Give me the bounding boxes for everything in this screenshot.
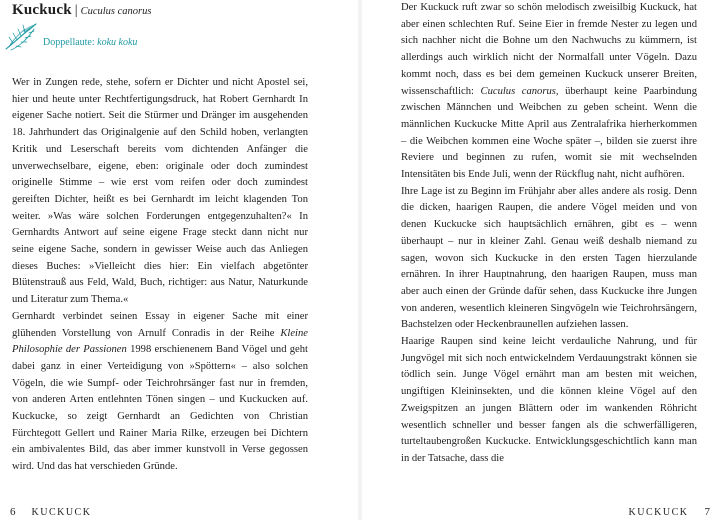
left-page [0,0,358,520]
paragraph-text: 1998 erschienenem Band Vögel und geht dabei ganz in einer Verteidigung von »Spöttern« – also solchen Vögeln, die wie Sumpf- oder Teichrohrsänger fast nur in fremden, von anderen Arten entlehnten Tönen singen – und Kuckucken auf. Kuckucke, so zeigt Gernhardt an Gedichten von Christian Fürchtegott Gellert und Rainer Maria Rilke, erzeugen bei Dichtern ein ambivalentes Bild, das aber immer kunstvoll in Verse gegossen wird. Und das hat verschieden Gründe. [12,344,308,473]
paragraph [12,309,308,476]
scientific-name: Cuculus canorus [80,6,152,17]
book-series-title: Kleine Philosophie der Passionen [12,327,308,356]
doppellaute-value: koku koku [97,37,138,48]
entry-heading [12,1,151,21]
folio-left [10,506,91,518]
left-body-text [12,75,308,476]
feather-icon [3,20,39,52]
paragraph-text: überhaupt keine Paarbindung zwischen Männchen und Weibchen zu geben scheint. Wenn die männlichen Kuckucke Mitte April aus Zentralafrika hierherkommen – die Weibchen kommen eine Woche später –, bilden sie zuerst ihre Reviere und beginnen zu rufen, womit sie mit wechselnden Intensitäten bis Ende Juli, wenn der Rückflug naht, nicht aufhören. [401,85,697,181]
running-footer: KUCKUCK [31,507,92,518]
title-separator: | [74,3,78,18]
page-number: 7 [704,506,710,518]
paragraph-text: Der Kuckuck ruft zwar so schön melodisch zweisilbig Kuckuck, hat aber einen schlechten Ruf. Seine Eier in fremde Nester zu legen und sich nachher nicht die Bohne um den Nachwuchs zu kümmern, ist allerdings auch wirklich nicht der Normalfall unter Vögeln. Dazu kommt noch, dass es bei dem gemeinen Kuckuck unserer Breiten, wissenschaftlich: [401,2,697,97]
doppellaute-line [43,37,137,48]
paragraph: Ihre Lage ist zu Beginn im Frühjahr aber alles andere als rosig. Denn die dicken, haarigen Raupen, die andere Vögel meiden und von denen Kuckucke sich hauptsächlich ernähren, gibt es – wenn überhaupt – nur in kleiner Zahl. Genau weiß deshalb niemand zu sagen, wovon sich Kuckucke in den ersten Tagen hierzulande ernähren. In ihrer Hauptnahrung, den haarigen Raupen, muss man aber auch einen der Gründe dafür sehen, dass Kuckucke ihre Jungen von anderen, wesentlich kleineren Singvögeln wie Teichrohrsängern, Bachstelzen oder Heckenbraunellen aufziehen lassen. [401,185,697,331]
paragraph: Haarige Raupen sind keine leicht verdauliche Nahrung, und für Jungvögel mit sich noch entwickelndem Verdauungstrakt können sie tödlich sein. Junge Vögel ernährt man am besten mit weichen, ungiftigen Kleininsekten, und die können kleine Vögel auf den Zweigspitzen an jungen Blättern oder im wankenden Röhricht wesentlich schneller und besser fangen als die schwerfälligeren, turteltaubengroßen Kuckucke. Entwicklungsgeschichtlich kann man in der Tatsache, dass die [401,336,697,464]
running-footer: KUCKUCK [628,507,689,518]
paragraph: Wer in Zungen rede, stehe, sofern er Dichter und nicht Apostel sei, hier und heute unter Rechtfertigungsdruck, hat Robert Gernhardt In eigener Sache notiert. Seit die Stürmer und Dränger im ausgehenden 18. Jahrhundert das Originalgenie auf den Schild hoben, verlangten Kritik und Leserschaft bereits vom dichtenden Anfänger die unverwechselbare, eigene, eben: originale oder doch zumindest originelle Stimme – wie erst vom reifen oder doch zumindest gereiften Dichter, heißt es bei Gernhardt im leicht klagenden Ton weiter. »Was wäre solchen Forderungen entgegenzuhalten?« In Gernhardts Antwort auf seine eigene Frage steckt dann nicht nur seine eigene Sache, sondern in gewisser Weise auch das Anliegen dieses Buches: »Vielleicht dies hier: Ein vielfach abgetönter Blütenstrauß aus Feld, Wald, Buch, richtiger: aus Natur, Naturkunde und Literatur zum Thema.« [12,77,308,306]
doppellaute-label: Doppellaute: [43,37,95,48]
folio-right [629,506,710,518]
page-number: 6 [10,506,16,518]
paragraph [401,0,697,184]
scientific-name-inline: Cuculus canorus, [480,85,559,97]
paragraph-text: Gernhardt verbindet seinen Essay in eigener Sache mit einer glühenden Vorstellung von Arnulf Conradis in der Reihe [12,310,308,339]
entry-title: Kuckuck [12,2,72,18]
right-page [362,0,720,520]
right-body-text [401,0,697,468]
